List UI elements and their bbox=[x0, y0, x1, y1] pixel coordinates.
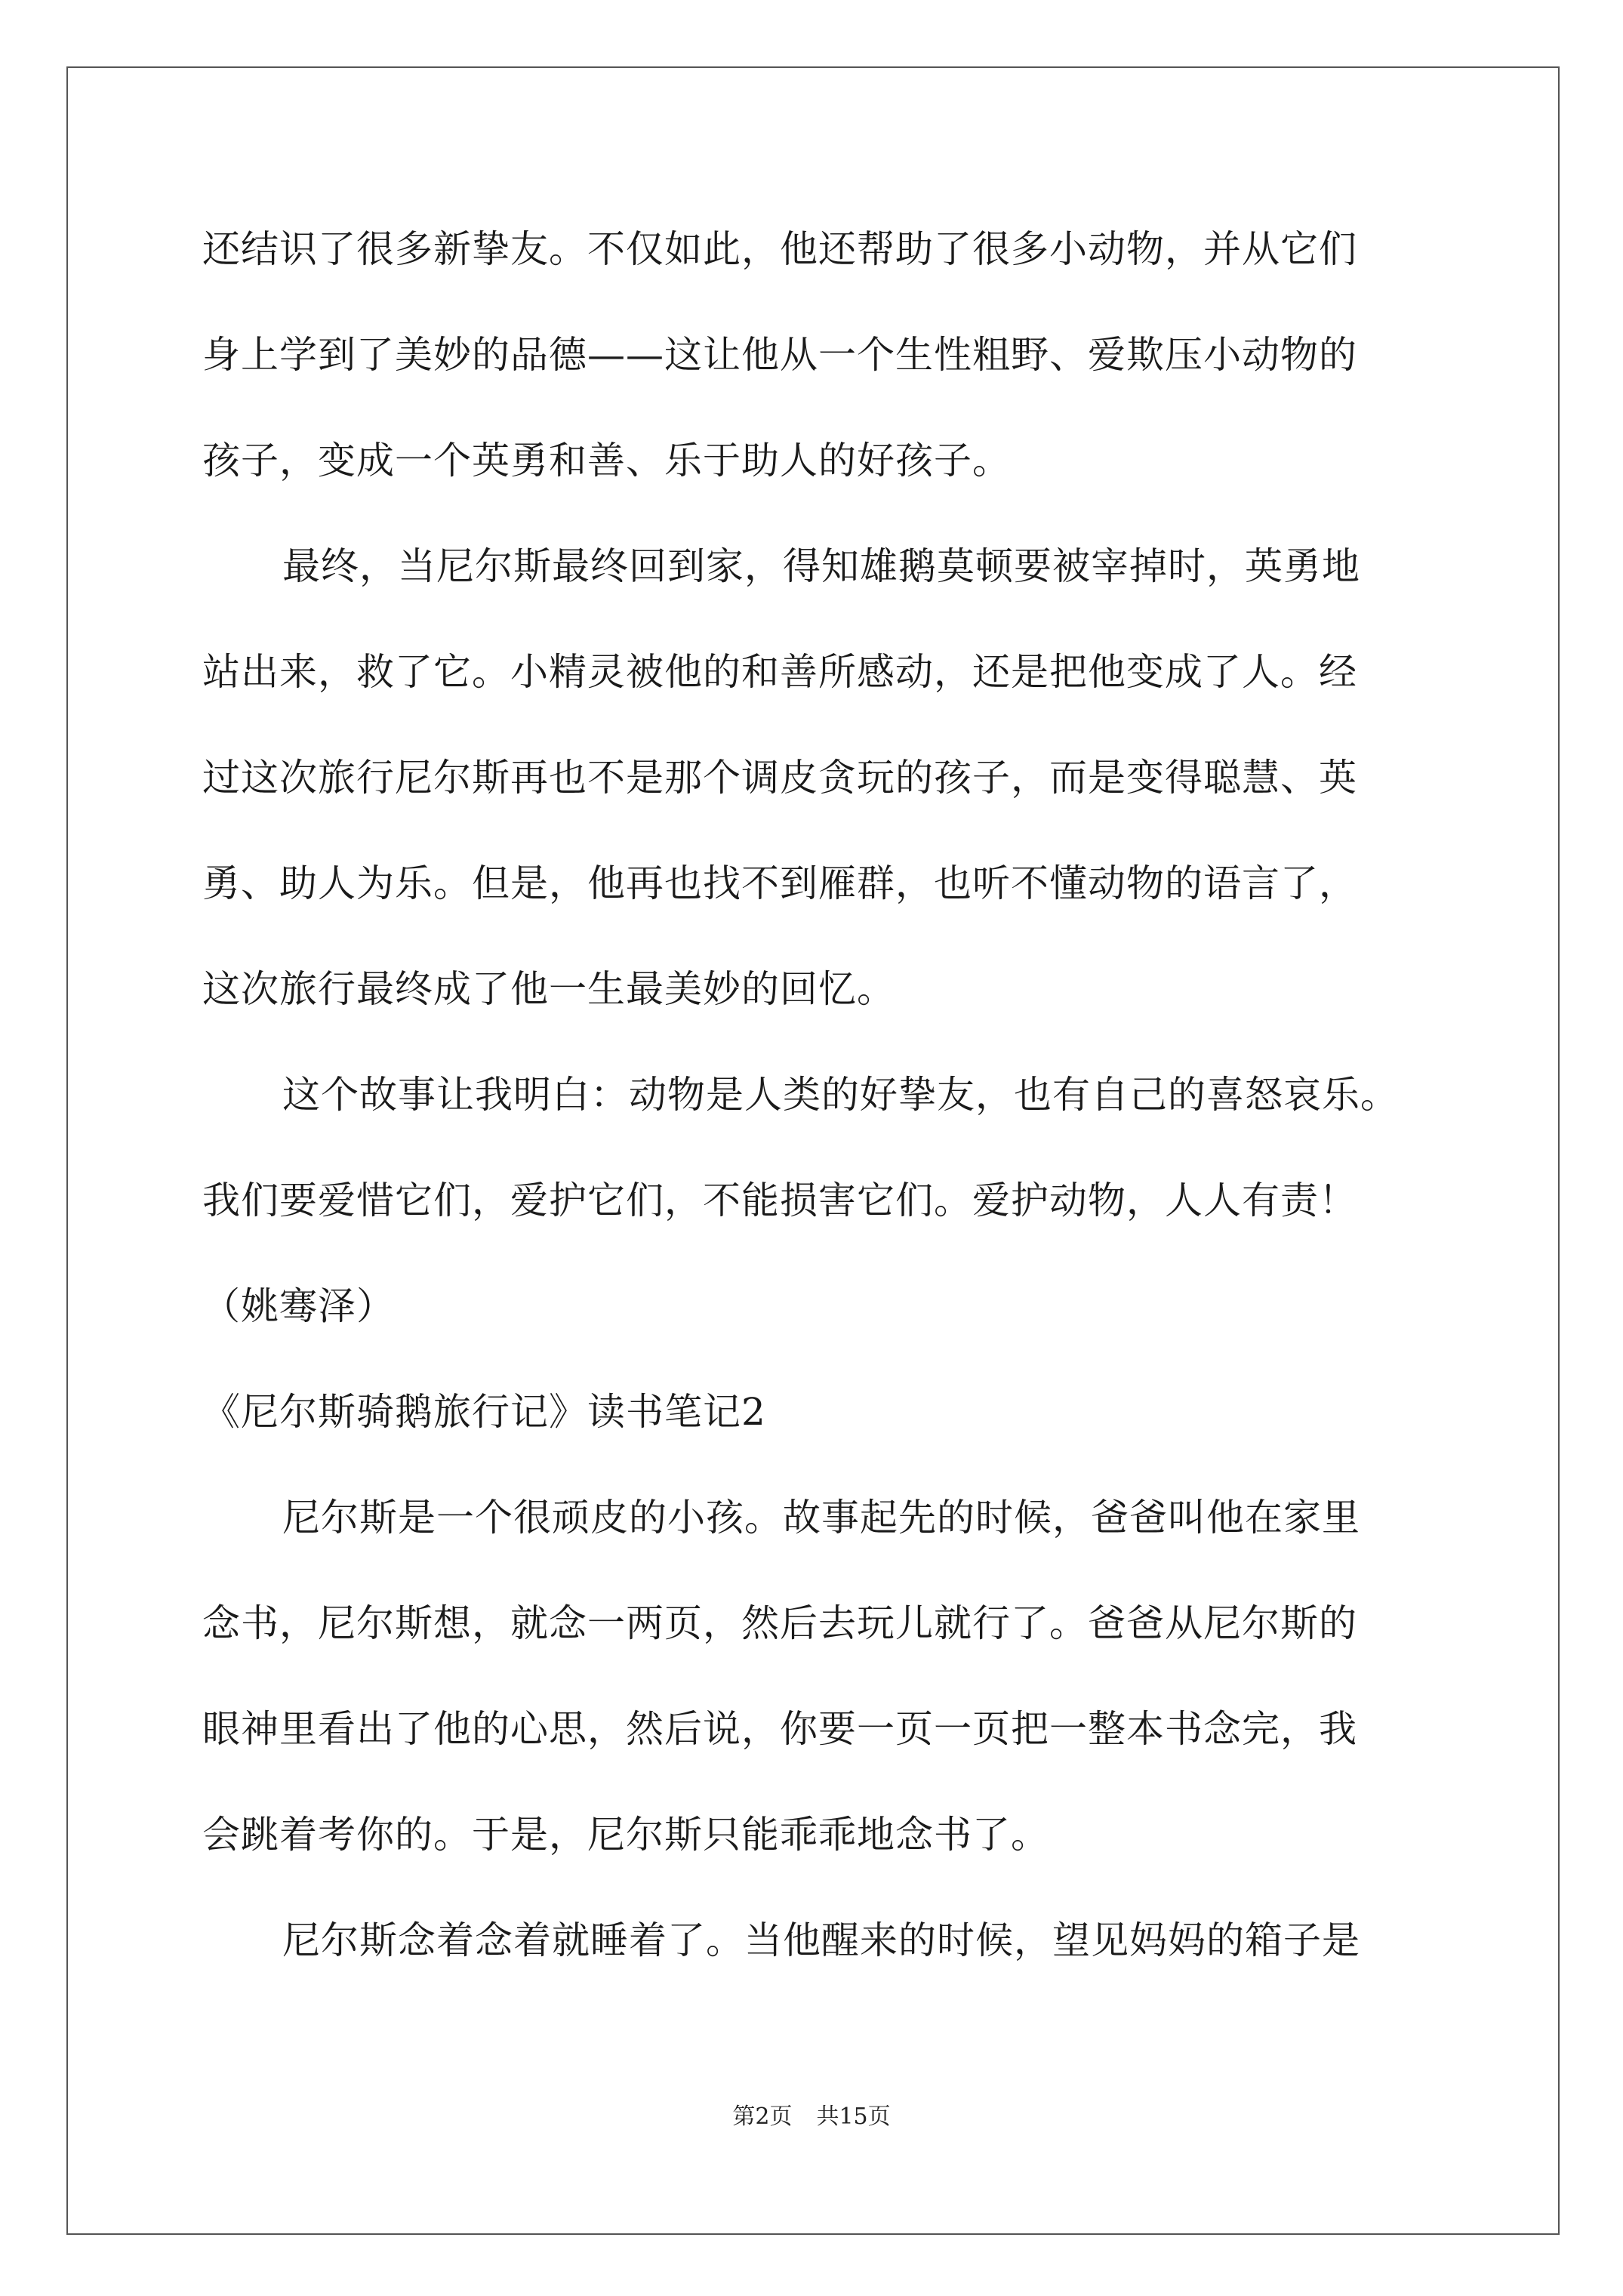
paragraph-first-line: 最终，当尼尔斯最终回到家，得知雄鹅莫顿要被宰掉时，英勇地 bbox=[282, 544, 1360, 588]
text-line: 念书，尼尔斯想，就念一两页，然后去玩儿就行了。爸爸从尼尔斯的 bbox=[202, 1601, 1357, 1645]
text-line: 身上学到了美妙的品德——这让他从一个生性粗野、爱欺压小动物的 bbox=[202, 333, 1357, 377]
text-line: 我们要爱惜它们，爱护它们，不能损害它们。爱护动物，人人有责！ bbox=[202, 1179, 1357, 1222]
document-body bbox=[202, 196, 1440, 1993]
paragraph-first-line: 这个故事让我明白：动物是人类的好挚友，也有自己的喜怒哀乐。 bbox=[282, 1073, 1399, 1117]
text-line: 过这次旅行尼尔斯再也不是那个调皮贪玩的孩子，而是变得聪慧、英 bbox=[202, 756, 1357, 800]
page-footer bbox=[0, 2097, 1623, 2131]
paragraph-first-line: 尼尔斯是一个很顽皮的小孩。故事起先的时候，爸爸叫他在家里 bbox=[282, 1496, 1360, 1539]
page-number: 第2页 bbox=[732, 2103, 793, 2130]
section-heading: 《尼尔斯骑鹅旅行记》读书笔记2 bbox=[202, 1390, 766, 1434]
text-line: 这次旅行最终成了他一生最美妙的回忆。 bbox=[202, 967, 895, 1011]
text-line: 站出来，救了它。小精灵被他的和善所感动，还是把他变成了人。经 bbox=[202, 650, 1357, 694]
text-line: 会跳着考你的。于是，尼尔斯只能乖乖地念书了。 bbox=[202, 1813, 1049, 1857]
text-line: 还结识了很多新挚友。不仅如此，他还帮助了很多小动物，并从它们 bbox=[202, 227, 1357, 271]
author-attribution: （姚骞泽） bbox=[202, 1284, 395, 1328]
text-line: 眼神里看出了他的心思，然后说，你要一页一页把一整本书念完，我 bbox=[202, 1707, 1357, 1751]
text-line: 孩子，变成一个英勇和善、乐于助人的好孩子。 bbox=[202, 439, 1011, 482]
paragraph-first-line: 尼尔斯念着念着就睡着了。当他醒来的时候，望见妈妈的箱子是 bbox=[282, 1918, 1360, 1962]
text-line: 勇、助人为乐。但是，他再也找不到雁群，也听不懂动物的语言了， bbox=[202, 861, 1357, 905]
page-total: 共15页 bbox=[816, 2103, 891, 2130]
